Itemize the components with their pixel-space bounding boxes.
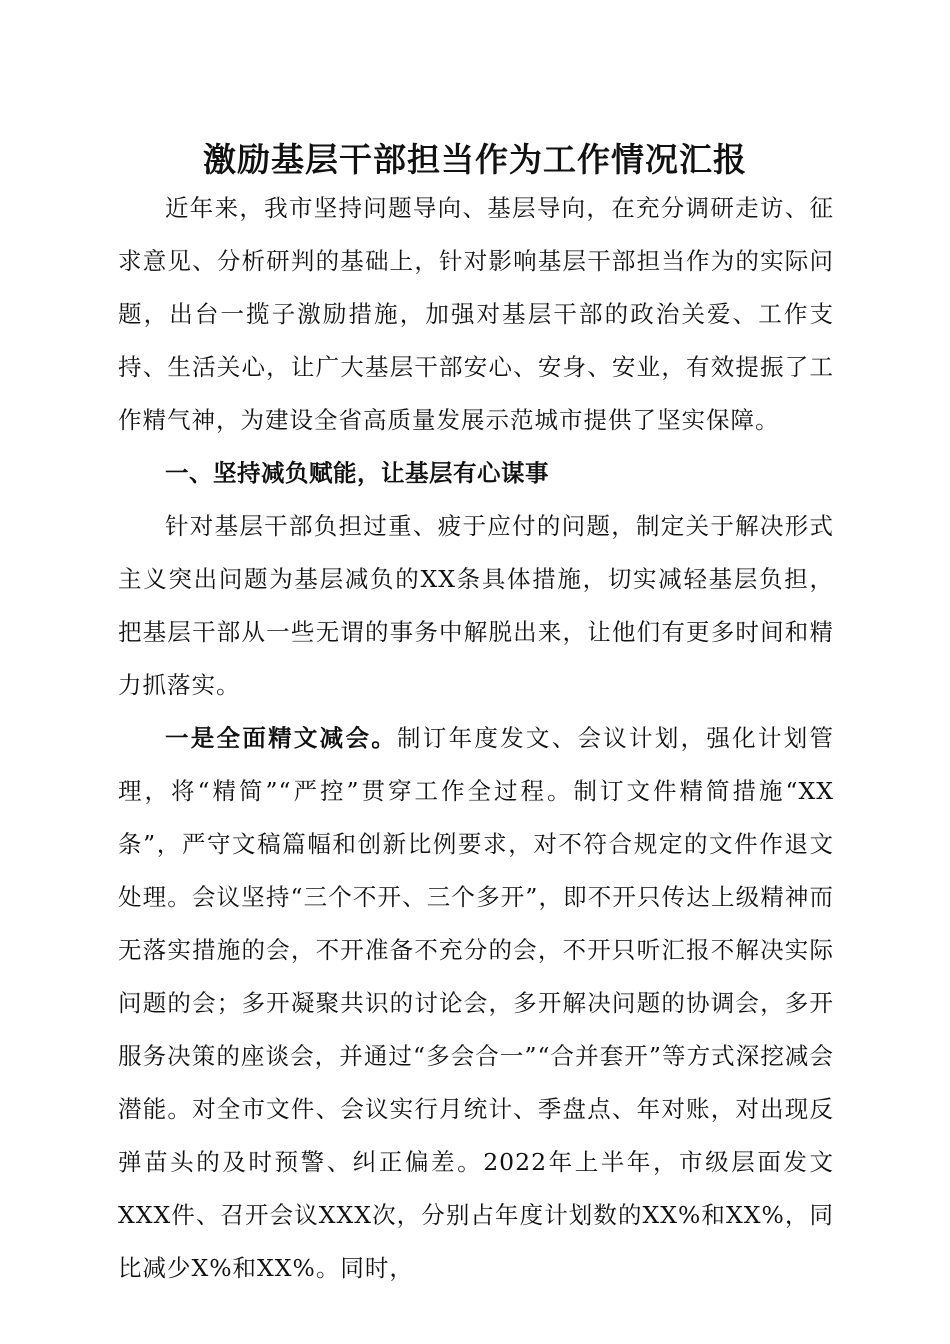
section-heading: 一、坚持减负赋能，让基层有心谋事 xyxy=(165,459,549,487)
document-title: 激励基层干部担当作为工作情况汇报 xyxy=(203,140,747,179)
section-paragraph: 针对基层干部负担过重、疲于应付的问题，制定关于解决形式主义突出问题为基层减负的XX条具体措施，切实减轻基层负担，把基层干部从一些无谓的事务中解脱出来，让他们有更多时间和精力抓落实。 xyxy=(118,512,834,699)
intro-paragraph: 近年来，我市坚持问题导向、基层导向，在充分调研走访、征求意见、分析研判的基础上，针对影响基层干部担当作为的实际问题，出台一揽子激励措施，加强对基层干部的政治关爱、工作支持、生活关心，让广大基层干部安心、安身、安业，有效提振了工作精气神，为建设全省高质量发展示范城市提供了坚实保障。 xyxy=(118,194,834,434)
item-lead: 一是全面精文减会。 xyxy=(165,724,398,752)
item-text: 制订年度发文、会议计划，强化计划管理，将“精简”“严控”贯穿工作全过程。制订文件精简措施“XX条”，严守文稿篇幅和创新比例要求，对不符合规定的文件作退文处理。会议坚持“三个不开、三个多开”，即不开只传达上级精神而无落实措施的会，不开准备不充分的会，不开只听汇报不解决实际问题的会；多开凝聚共识的讨论会，多开解决问题的协调会，多开服务决策的座谈会，并通过“多会合一”“合并套开”等方式深挖减会潜能。对全市文件、会议实行月统计、季盘点、年对账，对出现反弹苗头的及时预警、纠正偏差。2022年上半年，市级层面发文XXX件、召开会议XXX次，分别占年度计划数的XX%和XX%，同比减少X%和XX%。同时， xyxy=(118,724,835,1282)
item-paragraph xyxy=(118,712,834,1295)
document-body xyxy=(118,182,834,1295)
